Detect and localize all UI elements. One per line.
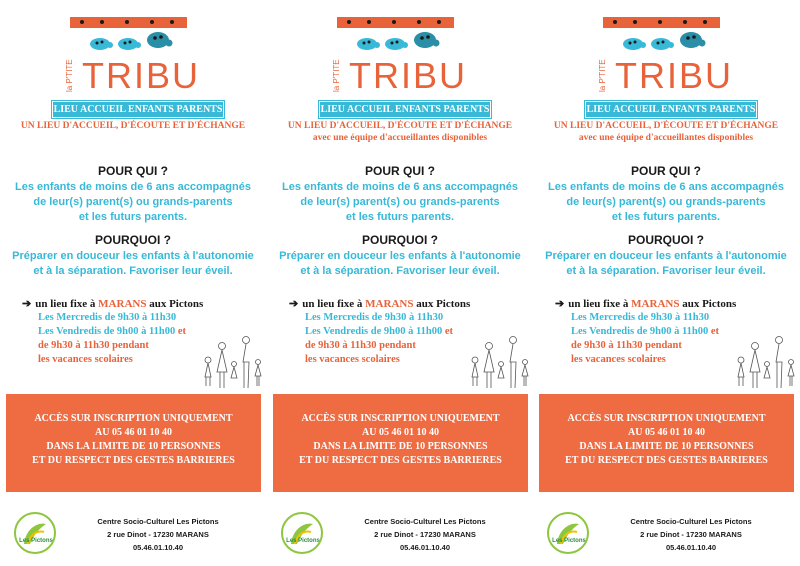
pourquoi-line: et à la séparation. Favoriser leur éveil. bbox=[566, 265, 766, 277]
turtle-icon bbox=[414, 32, 440, 48]
pourquoi-line: et à la séparation. Favoriser leur éveil. bbox=[33, 265, 233, 277]
schedule-line: les vacances scolaires bbox=[38, 354, 133, 365]
schedule-line: les vacances scolaires bbox=[305, 354, 400, 365]
les-pictons-logo: Les Pictons bbox=[281, 512, 323, 554]
pour-qui-line: et les futurs parents. bbox=[611, 211, 721, 223]
tribu-logo bbox=[593, 26, 733, 96]
tribu-logo bbox=[327, 26, 467, 96]
pourquoi-title: POURQUOI ? bbox=[361, 233, 438, 247]
access-box: ACCÈS SUR INSCRIPTION UNIQUEMENT AU 05 46 01 10 40 DANS LA LIMITE DE 10 PERSONNES ET DU RESPECT DES GESTES BARRIERES bbox=[6, 394, 261, 492]
pourquoi-line: et à la séparation. Favoriser leur éveil. bbox=[300, 265, 500, 277]
badge: LIEU ACCUEIL ENFANTS PARENTS bbox=[585, 101, 757, 118]
les-pictons-logo: Les Pictons bbox=[14, 512, 56, 554]
schedule-line: les vacances scolaires bbox=[571, 354, 666, 365]
pour-qui-line: de leur(s) parent(s) ou grands-parents bbox=[300, 196, 500, 208]
footer-line: 2 rue Dinot - 17230 MARANS bbox=[107, 530, 209, 539]
turtle-icon bbox=[651, 38, 674, 50]
schedule-line: Les Vendredis de 9h00 à 11h00 et bbox=[38, 326, 187, 337]
turtle-icon bbox=[385, 38, 408, 50]
pour-qui-line: Les enfants de moins de 6 ans accompagnés bbox=[548, 181, 784, 193]
svg-text:TRIBU: TRIBU bbox=[82, 55, 200, 96]
pour-qui-title: POUR QUI ? bbox=[364, 164, 435, 178]
schedule-line: Les Vendredis de 9h00 à 11h00 et bbox=[305, 326, 454, 337]
svg-text:la P'TITE: la P'TITE bbox=[332, 59, 341, 92]
svg-text:la P'TITE: la P'TITE bbox=[598, 59, 607, 92]
access-box: ACCÈS SUR INSCRIPTION UNIQUEMENT AU 05 46 01 10 40 DANS LA LIMITE DE 10 PERSONNES ET DU RESPECT DES GESTES BARRIERES bbox=[273, 394, 528, 492]
flyer-right bbox=[533, 0, 799, 566]
pour-qui-line: et les futurs parents. bbox=[78, 211, 188, 223]
svg-text:TRIBU: TRIBU bbox=[349, 55, 467, 96]
footer-line: Centre Socio-Culturel Les Pictons bbox=[364, 517, 486, 526]
schedule-line: Les Mercredis de 9h30 à 11h30 bbox=[571, 312, 710, 323]
pour-qui-line: Les enfants de moins de 6 ans accompagnés bbox=[15, 181, 251, 193]
subtitle: UN LIEU D'ACCUEIL, D'ÉCOUTE ET D'ÉCHANGE bbox=[287, 121, 513, 131]
arrow-right-icon: ➔ bbox=[555, 298, 565, 310]
flyer-middle bbox=[267, 0, 533, 566]
pourquoi-line: Préparer en douceur les enfants à l'autonomie bbox=[545, 250, 787, 262]
pourquoi-title: POURQUOI ? bbox=[627, 233, 704, 247]
badge: LIEU ACCUEIL ENFANTS PARENTS bbox=[319, 101, 491, 118]
footer-line: 05.46.01.10.40 bbox=[399, 543, 451, 552]
family-drawing bbox=[733, 332, 799, 390]
schedule-line: de 9h30 à 11h30 pendant bbox=[38, 340, 149, 351]
arrow-right-icon: ➔ bbox=[22, 298, 32, 310]
pour-qui-line: Les enfants de moins de 6 ans accompagnés bbox=[282, 181, 518, 193]
lieu-line: ➔ un lieu fixe à MARANS aux Pictons bbox=[289, 298, 471, 310]
lieu-line: ➔ un lieu fixe à MARANS aux Pictons bbox=[22, 298, 204, 310]
turtle-icon bbox=[357, 38, 380, 50]
footer-line: 05.46.01.10.40 bbox=[665, 543, 717, 552]
schedule-line: de 9h30 à 11h30 pendant bbox=[305, 340, 416, 351]
footer-line: 2 rue Dinot - 17230 MARANS bbox=[640, 530, 742, 539]
family-drawing bbox=[200, 332, 266, 390]
svg-text:TRIBU: TRIBU bbox=[615, 55, 733, 96]
svg-text:la P'TITE: la P'TITE bbox=[65, 59, 74, 92]
les-pictons-logo: Les Pictons bbox=[547, 512, 589, 554]
turtle-icon bbox=[147, 32, 173, 48]
turtle-icon bbox=[623, 38, 646, 50]
lieu-line: ➔ un lieu fixe à MARANS aux Pictons bbox=[555, 298, 737, 310]
footer-line: 2 rue Dinot - 17230 MARANS bbox=[374, 530, 476, 539]
footer-line: Centre Socio-Culturel Les Pictons bbox=[630, 517, 752, 526]
badge: LIEU ACCUEIL ENFANTS PARENTS bbox=[52, 101, 224, 118]
pourquoi-line: Préparer en douceur les enfants à l'autonomie bbox=[279, 250, 521, 262]
subtitle: UN LIEU D'ACCUEIL, D'ÉCOUTE ET D'ÉCHANGE bbox=[20, 121, 246, 131]
pourquoi-line: Préparer en douceur les enfants à l'autonomie bbox=[12, 250, 254, 262]
schedule-line: Les Vendredis de 9h00 à 11h00 et bbox=[571, 326, 720, 337]
pour-qui-title: POUR QUI ? bbox=[630, 164, 701, 178]
flyer-left bbox=[0, 0, 266, 566]
schedule-line: Les Mercredis de 9h30 à 11h30 bbox=[38, 312, 177, 323]
subtitle-team: avec une équipe d'accueillantes disponibles bbox=[312, 133, 488, 143]
footer-line: Centre Socio-Culturel Les Pictons bbox=[97, 517, 219, 526]
turtle-icon bbox=[118, 38, 141, 50]
subtitle-team: avec une équipe d'accueillantes disponibles bbox=[578, 133, 754, 143]
arrow-right-icon: ➔ bbox=[289, 298, 299, 310]
pour-qui-line: de leur(s) parent(s) ou grands-parents bbox=[33, 196, 233, 208]
tribu-logo bbox=[60, 26, 200, 96]
subtitle: UN LIEU D'ACCUEIL, D'ÉCOUTE ET D'ÉCHANGE bbox=[553, 121, 779, 131]
turtle-icon bbox=[680, 32, 706, 48]
pour-qui-title: POUR QUI ? bbox=[97, 164, 168, 178]
footer-line: 05.46.01.10.40 bbox=[132, 543, 184, 552]
access-box: ACCÈS SUR INSCRIPTION UNIQUEMENT AU 05 46 01 10 40 DANS LA LIMITE DE 10 PERSONNES ET DU RESPECT DES GESTES BARRIERES bbox=[539, 394, 794, 492]
pourquoi-title: POURQUOI ? bbox=[94, 233, 171, 247]
pour-qui-line: de leur(s) parent(s) ou grands-parents bbox=[566, 196, 766, 208]
schedule-line: Les Mercredis de 9h30 à 11h30 bbox=[305, 312, 444, 323]
turtle-icon bbox=[90, 38, 113, 50]
schedule-line: de 9h30 à 11h30 pendant bbox=[571, 340, 682, 351]
pour-qui-line: et les futurs parents. bbox=[345, 211, 455, 223]
family-drawing bbox=[467, 332, 533, 390]
